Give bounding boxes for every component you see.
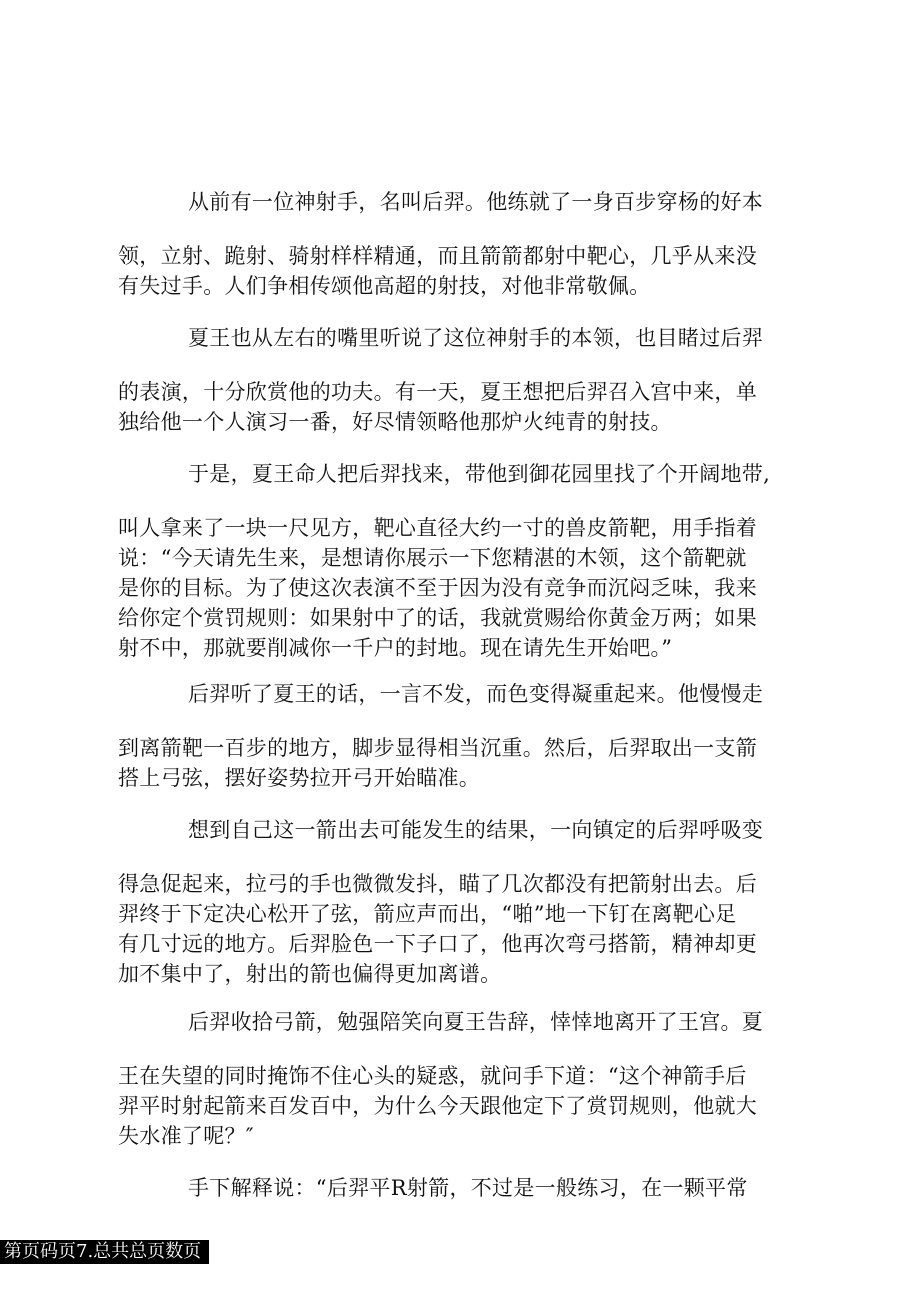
paragraph-line: 有几寸远的地方。后羿脸色一下子口了，他再次弯弓搭箭，精神却更 [118,932,757,956]
paragraph-line: 领，立射、跪射、骑射样样精通，而且箭箭都射中靶心，几乎从来没 [118,244,757,268]
paragraph-line: 失水准了呢？″ [118,1124,254,1148]
paragraph-1 [118,187,778,301]
paragraph-line: 羿终于下定决心松开了弦，箭应声而出，“啪”地一下钉在离靶心足 [118,902,737,926]
paragraph-2 [118,323,778,437]
paragraph-line: 得急促起来，拉弓的手也微微发抖，瞄了几次都没有把箭射出去。后 [118,872,757,896]
paragraph-line: 是你的目标。为了使这次表演不至于因为没有竞争而沉闷乏味，我来 [118,576,757,600]
page-footer: 第页码页7.总共总页数页 [0,1240,209,1264]
paragraph-line: 叫人拿来了一块一尺见方，靶心直径大约一寸的兽皮箭靶，用手指着 [118,516,757,540]
paragraph-line: 加不集中了，射出的箭也偏得更加离谱。 [118,962,502,986]
paragraph-line [118,489,778,513]
paragraph-line: 后羿收拾弓箭，勉强陪笑向夏王告辞，悻悻地离开了王宫。夏 [188,1010,764,1034]
paragraph-line [118,709,778,733]
paragraph-line: 的表演，十分欣赏他的功夫。有一天，夏王想把后羿召入宫中来，单 [118,380,757,404]
paragraph-line: 从前有一位神射手，名叫后羿。他练就了一身百步穿杨的好本 [188,190,764,214]
paragraph-line: 想到自己这一箭出去可能发生的结果，一向镇定的后羿呼吸变 [188,818,764,842]
paragraph-line: 夏王也从左右的嘴里听说了这位神射手的本领，也目睹过后羿 [188,326,764,350]
paragraph-line [118,353,778,377]
paragraph-line [118,1037,778,1061]
paragraph-line: 羿平时射起箭来百发百中，为什么今天跟他定下了赏罚规则，他就大 [118,1094,757,1118]
paragraph-line: 给你定个赏罚规则：如果射中了的话，我就赏赐给你黄金万两；如果 [118,606,757,630]
paragraph-6 [118,1007,778,1151]
paragraph-7 [118,1173,778,1203]
paragraph-line: 说：“今天请先生来，是想请你展示一下您精湛的木领，这个箭靶就 [118,546,747,570]
paragraph-line: 后羿听了夏王的话，一言不发，而色变得凝重起来。他慢慢走 [188,682,764,706]
paragraph-4 [118,679,778,793]
paragraph-line [118,845,778,869]
paragraph-line: 于是，夏王命人把后羿找来，带他到御花园里找了个开阔地带, [188,462,771,486]
paragraph-line: 射不中，那就要削减你一千户的封地。现在请先生开始吧。” [118,636,673,660]
paragraph-5 [118,815,778,989]
paragraph-3 [118,459,778,663]
paragraph-line: 到离箭靶一百步的地方，脚步显得相当沉重。然后，后羿取出一支箭 [118,736,757,760]
paragraph-line: 王在失望的同时掩饰不住心头的疑惑，就问手下道：“这个神箭手后 [118,1064,747,1088]
paragraph-line: 手下解释说：“后羿平R射箭，不过是一般练习，在一颗平常 [188,1176,748,1200]
paragraph-line: 独给他一个人演习一番，好尽情领略他那炉火纯青的射技。 [118,410,672,434]
paragraph-line: 搭上弓弦，摆好姿势拉开弓开始瞄准。 [118,766,481,790]
paragraph-line [118,217,778,241]
paragraph-line: 有失过手。人们争相传颂他高超的射技，对他非常敬佩。 [118,274,651,298]
